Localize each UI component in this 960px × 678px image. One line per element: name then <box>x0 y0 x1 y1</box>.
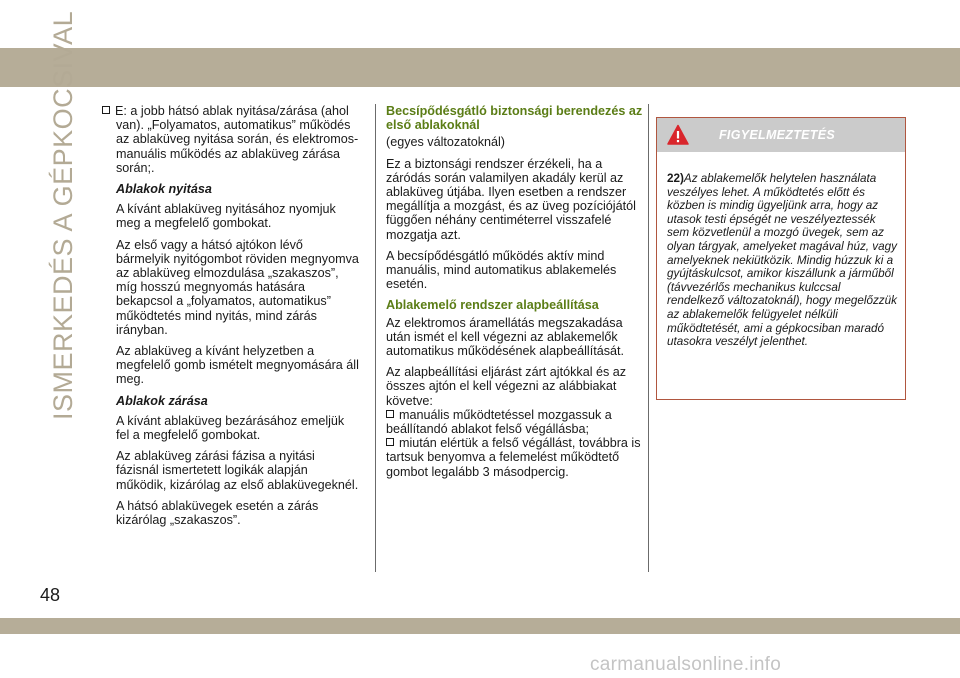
warning-title: FIGYELMEZTETÉS <box>719 128 836 142</box>
section-heading-antipinch: Becsípődésgátló biztonsági berendezés az első ablakoknál <box>386 104 643 133</box>
section-heading-closing: Ablakok zárása <box>116 393 208 408</box>
paragraph-text: E: a jobb hátsó ablak nyitása/zárása (ahol van). „Folyamatos, automatikus” működés az ablaküveg nyitása során, és elektromos-manuális működés az ablaküveg zárása során;. <box>115 104 359 175</box>
paragraph: A kívánt ablaküveg nyitásához nyomjuk meg a megfelelő gombokat. <box>116 202 336 231</box>
checkbox-bullet-icon <box>102 106 110 114</box>
paragraph: Az elektromos áramellátás megszakadása után ismét el kell végezni az ablakemelők automatikus működésének alapbeállítását. <box>386 315 625 359</box>
paragraph: Az ablaküveg zárási fázisa a nyitási fázisnál ismertetett logikák alapján működik, kizárólag az első ablaküvegeknél. <box>116 449 359 492</box>
list-item-text: miután elértük a felső végállást, továbbra is tartsuk benyomva a felemelést működtető gombot legalább 3 másodpercig. <box>386 436 641 479</box>
paragraph <box>116 104 360 175</box>
warning-text <box>667 172 899 349</box>
warning-number: 22) <box>667 172 684 185</box>
section-heading-initialization: Ablakemelő rendszer alapbeállítása <box>386 298 599 313</box>
column-middle <box>386 104 644 486</box>
paragraph: (egyes változatoknál) <box>386 135 506 150</box>
top-band <box>0 48 960 87</box>
list-item <box>386 436 644 479</box>
section-heading-opening: Ablakok nyitása <box>116 182 212 197</box>
list-item <box>386 408 644 436</box>
list-item-text: manuális működtetéssel mozgassuk a beállítandó ablakot felső végállásba; <box>386 407 612 437</box>
paragraph: Az ablaküveg a kívánt helyzetben a megfelelő gomb ismételt megnyomására áll meg. <box>116 344 359 387</box>
column-left <box>116 104 360 534</box>
bottom-band <box>0 618 960 634</box>
column-divider-left <box>375 104 376 572</box>
warning-body: Az ablakemelők helytelen használata veszélyes lehet. A működtetés előtt és közben is mindig ügyeljünk arra, hogy az utasok testi épségét ne veszélyeztessék sem közvetlenül a mozgó üvegek, sem az olyan tárgyak, amelyeket magával húz, vagy amelyeknek nekiütközik. Mindig húzzuk ki a gyújtáskulcsot, amikor kiszállunk a járműből (távvezérlős mechanikus kulccsal rendelkező változatoknál), hogy megelőzzük az ablakemelők felügyelet nélküli működtetését, ami a gépkocsiban maradó utasokra veszélyt jelenthet. <box>667 172 897 349</box>
paragraph: A kívánt ablaküveg bezárásához emeljük fel a megfelelő gombokat. <box>116 413 345 443</box>
checkbox-bullet-icon <box>386 438 394 446</box>
side-chapter-title-text: ISMERKEDÉS A GÉPKOCSIVAL <box>48 10 78 420</box>
paragraph: A hátsó ablaküvegek esetén a zárás kizárólag „szakaszos”. <box>116 498 319 528</box>
checkbox-bullet-icon <box>386 410 394 418</box>
watermark: carmanualsonline.info <box>590 654 782 675</box>
warning-box <box>656 117 906 400</box>
warning-header <box>657 118 905 152</box>
paragraph: Az alapbeállítási eljárást zárt ajtókkal és az összes ajtón el kell végezni az alábbiakat követve: <box>386 365 627 408</box>
paragraph: Az első vagy a hátsó ajtókon lévő bármelyik nyitógombot röviden megnyomva az ablaküveg elmozdulása „szakaszos”, míg hosszú megnyomás hatására bekapcsol a „folyamatos, automatikus” működtetés mind nyitás, mind zárás irányban. <box>116 237 359 337</box>
column-divider-right <box>648 104 649 572</box>
paragraph: A becsípődésgátló működés aktív mind manuális, mind automatikus ablakemelés esetén. <box>386 248 617 292</box>
paragraph: Ez a biztonsági rendszer érzékeli, ha a záródás során valamilyen akadály kerül az ablaküveg útjába. Ilyen esetben a rendszer megállítja a mozgást, és az üveg pozíciójától függően néhány centiméterrel visszafelé mozgatja azt. <box>386 156 636 242</box>
page-number: 48 <box>40 585 61 605</box>
warning-triangle-icon <box>667 124 689 146</box>
